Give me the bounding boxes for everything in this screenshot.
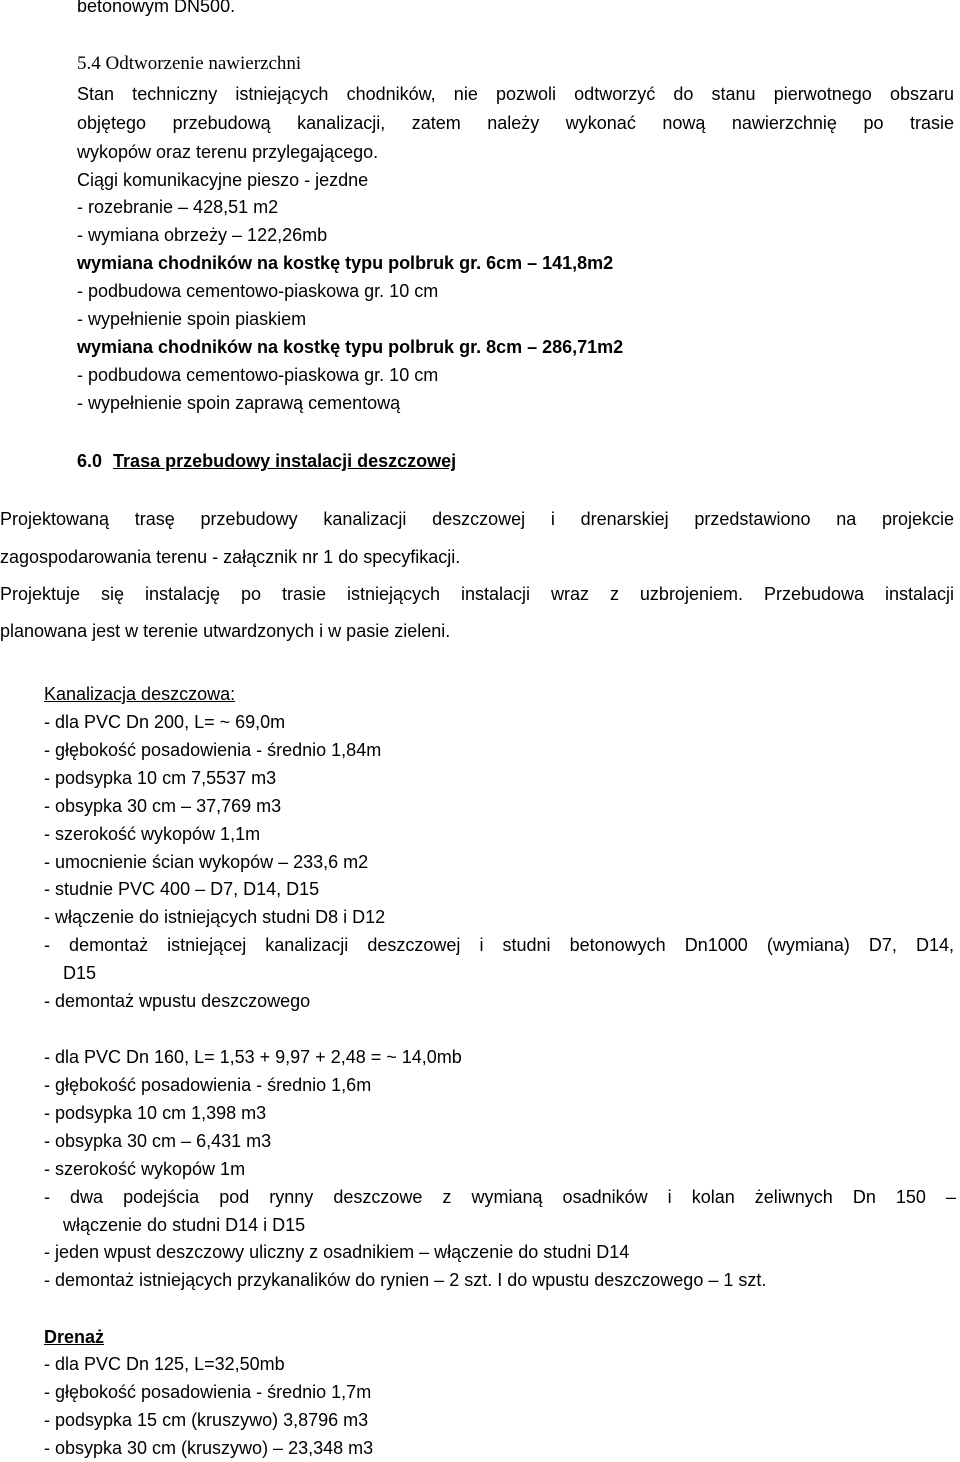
section-heading-6-0 — [77, 449, 456, 473]
section-heading-5-4: 5.4 Odtworzenie nawierzchni — [77, 53, 302, 74]
list-item: - podsypka 10 cm 1,398 m3 — [44, 1103, 267, 1123]
list-item: - podsypka 15 cm (kruszywo) 3,8796 m3 — [44, 1410, 369, 1430]
list-item: - dwa podejścia pod rynny deszczowe z wymianą osadników i kolan żeliwnych Dn 150 – — [44, 1187, 956, 1207]
list-item-continuation: D15 — [63, 963, 97, 983]
list-item: - demontaż wpustu deszczowego — [44, 991, 311, 1011]
paragraph-line: zagospodarowania terenu - załącznik nr 1 do specyfikacji. — [0, 547, 461, 567]
subsection-heading-drenaz: Drenaż — [44, 1327, 105, 1347]
list-item: - dla PVC Dn 160, L= 1,53 + 9,97 + 2,48 = ~ 14,0mb — [44, 1047, 462, 1067]
paragraph-line: wykopów oraz terenu przylegającego. — [77, 142, 379, 162]
list-item: - wymiana obrzeży – 122,26mb — [77, 225, 328, 245]
list-item: - rozebranie – 428,51 m2 — [77, 197, 279, 217]
paragraph-line: objętego przebudową kanalizacji, zatem należy wykonać nową nawierzchnię po trasie — [77, 113, 954, 133]
list-item: - szerokość wykopów 1m — [44, 1159, 246, 1179]
list-item: - studnie PVC 400 – D7, D14, D15 — [44, 879, 320, 899]
list-item: - obsypka 30 cm (kruszywo) – 23,348 m3 — [44, 1438, 374, 1458]
list-item: - obsypka 30 cm – 37,769 m3 — [44, 796, 282, 816]
list-item: - obsypka 30 cm – 6,431 m3 — [44, 1131, 272, 1151]
list-item: - podbudowa cementowo-piaskowa gr. 10 cm — [77, 365, 439, 385]
paragraph-line: planowana jest w terenie utwardzonych i w pasie zieleni. — [0, 621, 451, 641]
list-item: - umocnienie ścian wykopów – 233,6 m2 — [44, 852, 369, 872]
paragraph-line: Stan techniczny istniejących chodników, nie pozwoli odtworzyć do stanu pierwotnego obszaru — [77, 84, 954, 104]
list-item: - dla PVC Dn 200, L= ~ 69,0m — [44, 712, 286, 732]
paragraph-line: Projektowaną trasę przebudowy kanalizacji deszczowej i drenarskiej przedstawiono na projekcie — [0, 509, 954, 529]
subheading: Ciągi komunikacyjne pieszo - jezdne — [77, 170, 369, 190]
list-item: - jeden wpust deszczowy uliczny z osadnikiem – włączenie do studni D14 — [44, 1242, 630, 1262]
list-item: - podbudowa cementowo-piaskowa gr. 10 cm — [77, 281, 439, 301]
text-line: betonowym DN500. — [77, 0, 236, 16]
list-item: - głębokość posadowienia - średnio 1,84m — [44, 740, 382, 760]
list-item-continuation: włączenie do studni D14 i D15 — [63, 1215, 306, 1235]
bold-line: wymiana chodników na kostkę typu polbruk gr. 8cm – 286,71m2 — [77, 337, 624, 357]
list-item: - głębokość posadowienia - średnio 1,7m — [44, 1382, 372, 1402]
bold-line: wymiana chodników na kostkę typu polbruk gr. 6cm – 141,8m2 — [77, 253, 614, 273]
list-item: - podsypka 10 cm 7,5537 m3 — [44, 768, 277, 788]
list-item: - demontaż istniejącej kanalizacji deszczowej i studni betonowych Dn1000 (wymiana) D7, D14, — [44, 935, 954, 955]
list-item: - głębokość posadowienia - średnio 1,6m — [44, 1075, 372, 1095]
list-item: - dla PVC Dn 125, L=32,50mb — [44, 1354, 285, 1374]
list-item: - szerokość wykopów 1,1m — [44, 824, 261, 844]
list-item: - demontaż istniejących przykanalików do rynien – 2 szt. I do wpustu deszczowego – 1 szt. — [44, 1270, 767, 1290]
subsection-heading-kanalizacja: Kanalizacja deszczowa: — [44, 684, 236, 704]
section-number: 6.0 — [77, 451, 103, 471]
list-item: - wypełnienie spoin piaskiem — [77, 309, 307, 329]
section-title: Trasa przebudowy instalacji deszczowej — [113, 451, 457, 471]
paragraph-line: Projektuje się instalację po trasie istniejących instalacji wraz z uzbrojeniem. Przebudowa instalacji — [0, 584, 954, 604]
list-item: - wypełnienie spoin zaprawą cementową — [77, 393, 401, 413]
list-item: - włączenie do istniejących studni D8 i D12 — [44, 907, 386, 927]
